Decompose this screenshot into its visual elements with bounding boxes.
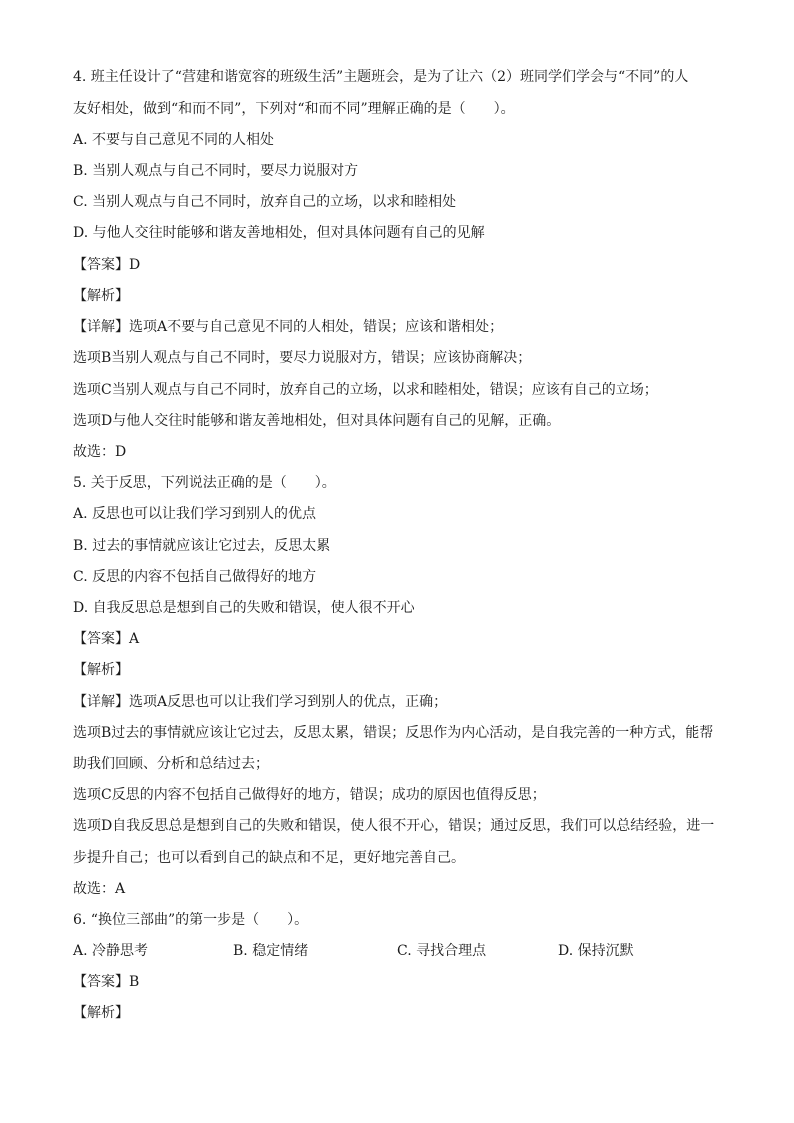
q5-analysis-tag: 【解析】 [73, 662, 129, 678]
q5-stem: 5. 关于反思，下列说法正确的是（ ）。 [73, 475, 336, 491]
q6-option-a: A. 冷静思考 [73, 943, 149, 959]
q5-detail-line-4: 选项C反思的内容不包括自己做得好的地方，错误；成功的原因也值得反思； [73, 787, 546, 803]
q5-detail-line-1 [73, 692, 733, 712]
detail-tag: 【详解】 [73, 694, 129, 710]
q5-answer [73, 629, 733, 649]
q4-detail-line-4: 选项D与他人交往时能够和谐友善地相处，但对具体问题有自己的见解，正确。 [73, 413, 561, 429]
q5-option-b: B. 过去的事情就应该让它过去，反思太累 [73, 538, 331, 554]
q5-option-c: C. 反思的内容不包括自己做得好的地方 [73, 569, 317, 585]
q4-option-c: C. 当别人观点与自己不同时，放弃自己的立场，以求和睦相处 [73, 194, 457, 210]
q6-option-b: B. 稳定情绪 [233, 943, 309, 959]
q5-option-d: D. 自我反思总是想到自己的失败和错误，使人很不开心 [73, 600, 415, 616]
q6-analysis-tag: 【解析】 [73, 1005, 129, 1021]
q5-detail-line-5: 选项D自我反思总是想到自己的失败和错误，使人很不开心，错误；通过反思，我们可以总结经验，进一 [73, 818, 715, 834]
q4-option-b: B. 当别人观点与自己不同时，要尽力说服对方 [73, 163, 359, 179]
answer-tag: 【答案】 [73, 974, 129, 990]
q4-stem-line-2: 友好相处，做到“和而不同”，下列对“和而不同”理解正确的是（ ）。 [73, 101, 515, 117]
q6-option-c: C. 寻找合理点 [397, 943, 487, 959]
q4-detail-line-3: 选项C当别人观点与自己不同时，放弃自己的立场，以求和睦相处，错误；应该有自己的立场； [73, 382, 658, 398]
q6-option-d: D. 保持沉默 [558, 943, 634, 959]
detail-text: 选项A不要与自己意见不同的人相处，错误；应该和谐相处； [129, 319, 504, 335]
q4-option-a: A. 不要与自己意见不同的人相处 [73, 132, 275, 148]
detail-tag: 【详解】 [73, 319, 129, 335]
q6-stem: 6. “换位三部曲”的第一步是（ ）。 [73, 912, 309, 928]
q6-options-row [73, 941, 733, 961]
q5-choose: 故选：A [73, 881, 126, 897]
answer-tag: 【答案】 [73, 631, 129, 647]
q5-detail-line-2: 选项B过去的事情就应该让它过去，反思太累，错误；反思作为内心活动，是自我完善的一种方式，能帮 [73, 725, 714, 741]
q5-option-a: A. 反思也可以让我们学习到别人的优点 [73, 506, 317, 522]
q4-detail-line-1 [73, 317, 733, 337]
q4-stem-line-1: 4. 班主任设计了“营建和谐宽容的班级生活”主题班会，是为了让六（2）班同学们学会与“不同”的人 [73, 69, 689, 85]
q4-choose: 故选：D [73, 444, 127, 460]
q4-answer [73, 255, 733, 275]
answer-value: B [129, 974, 140, 990]
q5-detail-line-6: 步提升自己；也可以看到自己的缺点和不足，更好地完善自己。 [73, 850, 465, 866]
detail-text: 选项A反思也可以让我们学习到别人的优点，正确； [129, 694, 448, 710]
q6-answer [73, 972, 733, 992]
answer-value: D [129, 257, 141, 273]
answer-tag: 【答案】 [73, 257, 129, 273]
q4-option-d: D. 与他人交往时能够和谐友善地相处，但对具体问题有自己的见解 [73, 225, 485, 241]
q5-detail-line-3: 助我们回顾、分析和总结过去； [73, 756, 269, 772]
q4-analysis-tag: 【解析】 [73, 288, 129, 304]
answer-value: A [129, 631, 140, 647]
q4-detail-line-2: 选项B当别人观点与自己不同时，要尽力说服对方，错误；应该协商解决； [73, 350, 532, 366]
